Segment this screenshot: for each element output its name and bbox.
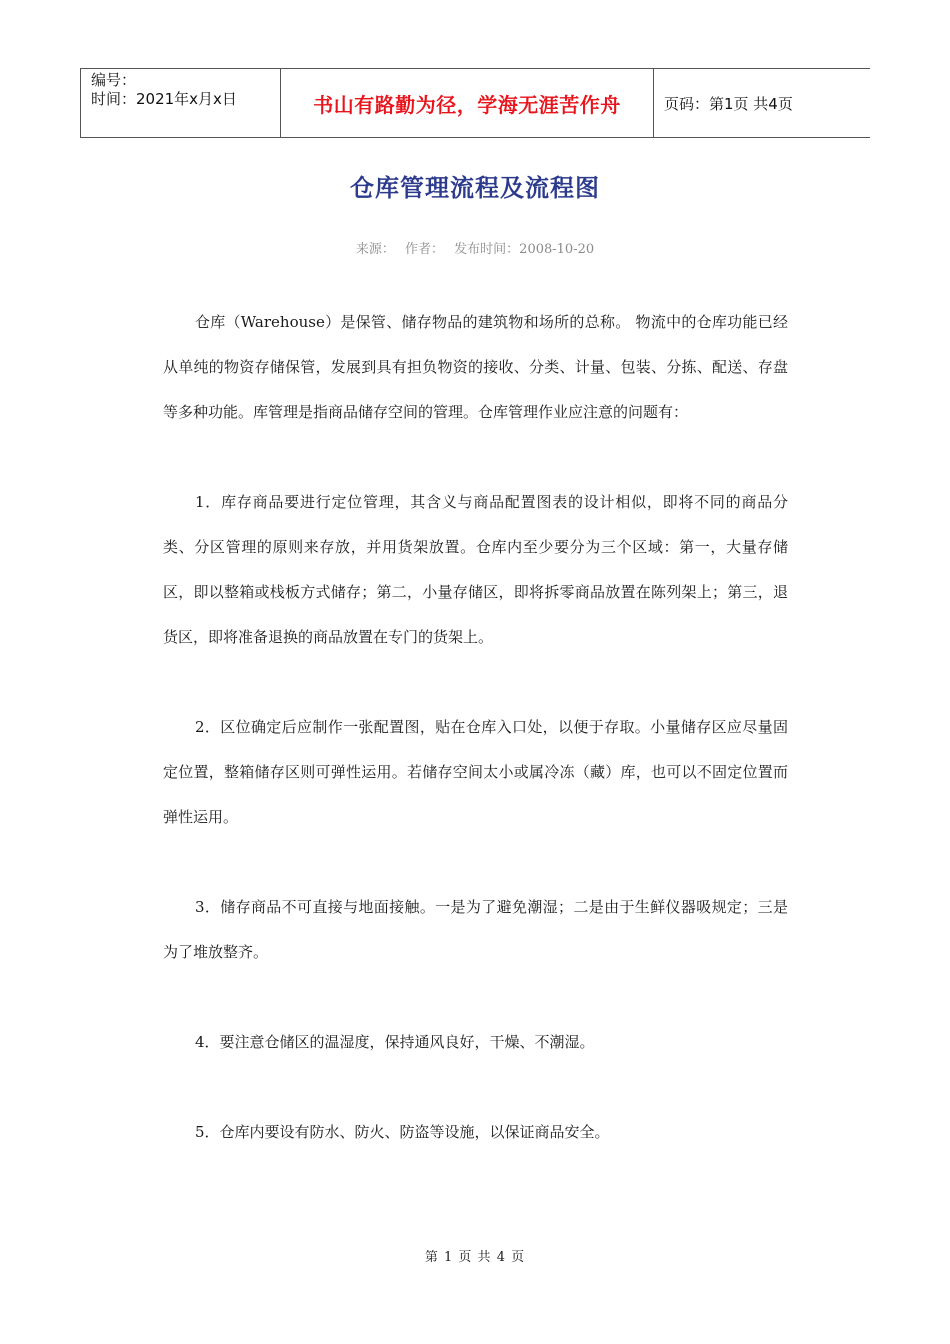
page-title: 仓库管理流程及流程图 (350, 173, 600, 202)
paragraph-item-3: 3．储存商品不可直接与地面接触。一是为了避免潮湿；二是由于生鲜仪器吸规定；三是为了堆放整齐。 (163, 898, 788, 961)
paragraph-item-2: 2．区位确定后应制作一张配置图，贴在仓库入口处，以便于存取。小量储存区应尽量固定位置，整箱储存区则可弹性运用。若储存空间太小或属冷冻（藏）库，也可以不固定位置而弹性运用。 (163, 718, 788, 826)
header-id-cell (80, 69, 281, 137)
header-motto-cell (281, 69, 654, 137)
number-label: 编号： (91, 71, 137, 89)
article-body (163, 300, 788, 1200)
page-label: 页码：第1页 共4页 (664, 94, 793, 113)
time-label: 时间：2021年x月x日 (91, 90, 237, 108)
header-page-cell (654, 69, 870, 137)
meta-source: 来源： (355, 242, 395, 257)
paragraph-intro: 仓库（Warehouse）是保管、储存物品的建筑物和场所的总称。 物流中的仓库功能已经从单纯的物资存储保管，发展到具有担负物资的接收、分类、计量、包装、分拣、配送、存盘等多种功能。库管理是指商品储存空间的管理。仓库管理作业应注意的问题有： (163, 313, 788, 421)
paragraph-item-1: 1．库存商品要进行定位管理，其含义与商品配置图表的设计相似，即将不同的商品分类、分区管理的原则来存放，并用货架放置。仓库内至少要分为三个区域：第一，大量存储区，即以整箱或栈板方式储存；第二，小量存储区，即将拆零商品放置在陈列架上；第三，退货区，即将准备退换的商品放置在专门的货架上。 (163, 493, 788, 646)
motto: 书山有路勤为径，学海无涯苦作舟 (313, 92, 621, 117)
paragraph-item-5: 5．仓库内要设有防水、防火、防盗等设施，以保证商品安全。 (195, 1123, 610, 1141)
paragraph-item-4: 4．要注意仓储区的温湿度，保持通风良好，干燥、不潮湿。 (195, 1033, 595, 1051)
document-header (80, 68, 870, 138)
meta-published: 发布时间：2008-10-20 (454, 242, 595, 257)
article-meta (0, 238, 950, 257)
page-footer: 第 1 页 共 4 页 (424, 1250, 526, 1265)
meta-author: 作者： (405, 242, 445, 257)
